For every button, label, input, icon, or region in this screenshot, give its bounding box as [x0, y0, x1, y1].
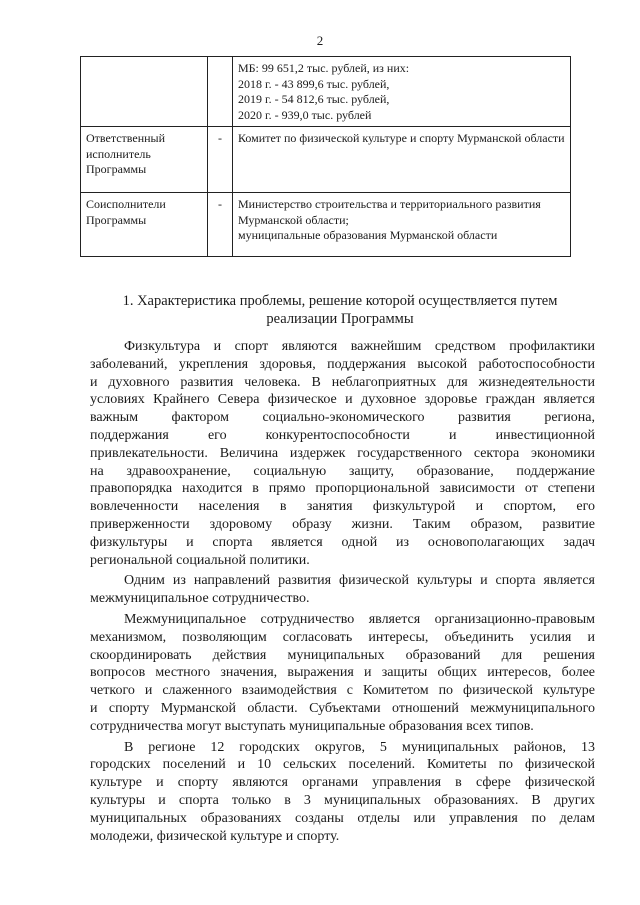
funding-2018: 2018 г. - 43 899,6 тыс. рублей,: [238, 76, 390, 91]
funding-row: [81, 57, 571, 127]
text-line: физкультуры и спорта является одной из основополагающих задач: [90, 534, 595, 550]
text-line: региональной социальной политики.: [90, 552, 310, 568]
text-line: вовлеченности населения в занятия физкультурой и спортом, его: [90, 499, 595, 515]
funding-2020: 2020 г. - 939,0 тыс. рублей: [238, 107, 372, 122]
paragraph-2: [90, 572, 595, 608]
value-line: Мурманской области;: [238, 212, 349, 227]
text-line: В регионе 12 городских округов, 5 муниципальных районов, 13: [124, 739, 595, 755]
funding-row-dash: [208, 57, 233, 127]
text-line: Межмуниципальное сотрудничество является организационно-правовым: [124, 611, 595, 627]
funding-2019: 2019 г. - 54 812,6 тыс. рублей,: [238, 92, 390, 106]
section-heading: [80, 292, 600, 328]
text-line: городских поселений и 10 сельских поселений. Комитеты по физической: [90, 757, 595, 773]
text-line: культуре и спорту являются органами управления в сфере физической: [90, 775, 595, 791]
paragraph-3: [90, 611, 595, 736]
program-passport-table: [80, 56, 571, 257]
paragraph-4: [90, 739, 595, 846]
responsible-executor-row: [81, 127, 571, 193]
text-line: условиях Крайнего Севера физическое и духовное здоровье граждан является: [90, 392, 595, 408]
text-line: сотрудничества могут выступать муниципальные образования всех типов.: [90, 718, 534, 734]
funding-total: МБ: 99 651,2 тыс. рублей, из них:: [238, 61, 410, 75]
text-line: заболеваний, укрепления здоровья, поддержания высокой работоспособности: [90, 356, 595, 372]
section-heading-line-1: 1. Характеристика проблемы, решение которой осуществляется путем: [122, 293, 558, 309]
responsible-executor-value: [233, 127, 571, 193]
text-line: правопорядка находится в прямо пропорциональной зависимости от степени: [90, 481, 595, 497]
co-executors-dash: -: [208, 193, 233, 257]
label-line: Ответственный: [86, 131, 166, 145]
label-line: исполнитель: [86, 146, 151, 161]
text-line: вопросов местного значения, выражения и защиты общих интересов, более: [90, 665, 595, 681]
text-line: и спорту Мурманской области. Субъектами отношений межмуниципального: [90, 700, 595, 716]
page-number: 2: [316, 33, 324, 48]
co-executors-row: [81, 193, 571, 257]
text-line: скоординировать действия муниципальных образований для решения: [90, 647, 595, 663]
text-line: на здравоохранение, социальную защиту, образование, поддержание: [90, 463, 595, 479]
funding-row-value: [233, 57, 571, 127]
value-line: Министерство строительства и территориального развития: [238, 197, 541, 211]
section-heading-line-2: реализации Программы: [266, 311, 414, 327]
text-line: межмуниципальное сотрудничество.: [90, 591, 310, 607]
label-line: Программы: [86, 162, 147, 176]
text-line: и духовного развития человека. В неблагоприятных для жизнедеятельности: [90, 374, 595, 390]
funding-row-label: [81, 57, 208, 127]
value-line: муниципальные образования Мурманской области: [238, 228, 498, 242]
text-line: важным фактором социально-экономического развития региона,: [90, 410, 595, 426]
text-line: молодежи, физической культуре и спорту.: [90, 828, 340, 844]
text-line: культуры и спорта только в 3 муниципальных образованиях. В других: [90, 792, 595, 808]
body-text: [90, 338, 595, 848]
label-line: Программы: [86, 212, 147, 227]
label-line: Соисполнители: [86, 197, 166, 211]
text-line: четкого и слаженного взаимодействия с Комитетом по физической культуре: [90, 683, 595, 699]
text-line: Физкультура и спорт являются важнейшим средством профилактики: [124, 339, 595, 354]
responsible-executor-label: [81, 127, 208, 193]
co-executors-label: [81, 193, 208, 257]
paragraph-1: [90, 338, 595, 569]
text-line: Одним из направлений развития физической культуры и спорта является: [124, 573, 595, 589]
text-line: муниципальных образованиях созданы отделы или управления по делам: [90, 810, 595, 826]
responsible-executor-dash: -: [208, 127, 233, 193]
text-line: привлекательности. Величина издержек государственного сектора экономики: [90, 445, 595, 461]
text-line: механизмом, позволяющим согласовать интересы, объединить усилия и: [90, 629, 595, 645]
value-line: Комитет по физической культуре и спорту Мурманской области: [238, 131, 565, 145]
text-line: поддержания его конкурентоспособности и инвестиционной: [90, 427, 595, 443]
text-line: приверженности здоровому образу жизни. Таким образом, развитие: [90, 516, 595, 532]
co-executors-value: [233, 193, 571, 257]
